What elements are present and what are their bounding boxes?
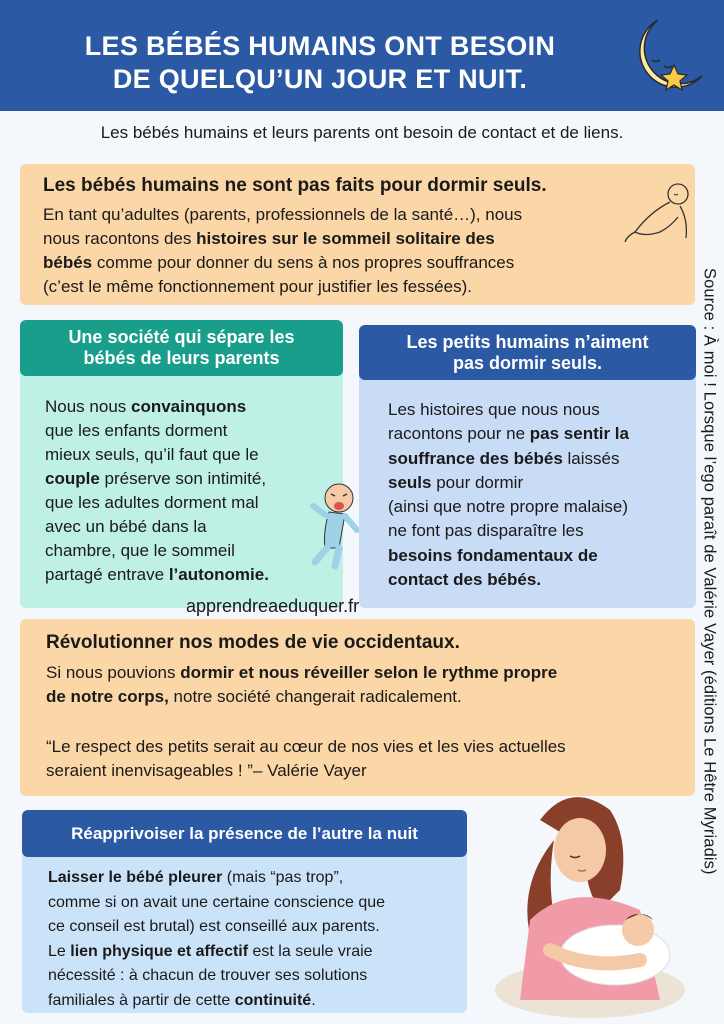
text-line — [48, 866, 458, 891]
bold-text: souffrance des bébés — [388, 448, 563, 468]
bold-text: pas sentir la — [529, 424, 629, 444]
text-span: est la seule vraie — [248, 942, 373, 960]
card-sleep-alone-title: Les bébés humains ne sont pas faits pour dormir seuls. — [43, 175, 547, 196]
bold-text: de notre corps, — [46, 687, 169, 706]
text-span: Le — [48, 942, 71, 960]
banner-line: pas dormir seuls. — [452, 352, 603, 373]
quote-line: “Le respect des petits serait au cœur de nos vies et les vies actuelles — [46, 737, 566, 756]
source-text: Source : À moi ! Lorsque l’ego paraît de Valérie Vayer (éditions Le Hêtre Myriadis) — [700, 268, 719, 875]
title-line-1: LES BÉBÉS HUMAINS ONT BESOIN — [84, 31, 556, 61]
bold-text: convainquons — [131, 397, 247, 416]
card-revolution — [20, 619, 695, 796]
text-line — [388, 544, 693, 568]
bold-text: lien physique et affectif — [70, 942, 249, 960]
text-line — [46, 685, 686, 709]
text-line — [388, 471, 693, 495]
card-society-text — [45, 395, 335, 587]
text-line: ce conseil est brutal) est conseillé aux parents. — [48, 918, 380, 935]
moon-star-icon — [618, 16, 706, 96]
text-line — [45, 563, 335, 587]
banner-line: Une société qui sépare les — [68, 327, 295, 347]
text-line: Les histoires que nous nous — [388, 400, 600, 419]
bold-text: l’autonomie. — [168, 565, 269, 584]
text-span: racontons pour ne — [388, 424, 530, 444]
text-span: préserve son intimité, — [99, 469, 267, 488]
bold-text: histoires sur le sommeil solitaire des — [196, 229, 495, 248]
banner-line: bébés de leurs parents — [83, 348, 280, 368]
text-line: avec un bébé dans la — [45, 517, 207, 536]
text-span: . — [311, 991, 316, 1009]
text-line — [46, 661, 686, 685]
text-line — [48, 989, 458, 1014]
bold-text: continuité — [234, 991, 312, 1009]
website-url: apprendreaeduquer.fr — [186, 596, 360, 616]
crying-baby-icon — [305, 480, 365, 570]
card-sleep-alone-text — [43, 203, 643, 299]
text-line: (ainsi que notre propre malaise) — [388, 497, 629, 517]
text-span: pour dormir — [431, 472, 524, 492]
text-line: que les enfants dorment — [45, 421, 228, 440]
card-night-presence-text — [48, 866, 458, 1013]
text-span: Si nous pouvions — [46, 663, 181, 682]
card-little-humans-text — [388, 398, 693, 592]
header-banner — [0, 0, 724, 111]
bold-text: Laisser le bébé pleurer — [48, 869, 223, 886]
text-line: nécessité : à chacun de trouver ses solutions — [48, 967, 368, 984]
card-revolution-text — [46, 661, 686, 709]
bold-text: seuls — [388, 472, 432, 492]
bold-text: bébés — [43, 253, 93, 272]
text-span: (mais “pas trop”, — [222, 869, 344, 886]
text-line: ne font pas disparaître les — [388, 521, 584, 541]
text-line: mieux seuls, qu’il faut que le — [45, 445, 259, 464]
text-line: que les adultes dorment mal — [45, 493, 259, 512]
text-line — [388, 422, 693, 446]
text-span: notre société changerait radicalement. — [168, 687, 462, 706]
text-line — [388, 447, 693, 471]
text-span: comme pour donner du sens à nos propres souffrances — [92, 253, 515, 272]
source-sidebar — [698, 268, 720, 1018]
subtitle: Les bébés humains et leurs parents ont besoin de contact et de liens. — [100, 123, 624, 142]
banner-line: Les petits humains n’aiment — [406, 331, 649, 352]
text-line — [45, 395, 335, 419]
text-line: chambre, que le sommeil — [45, 541, 235, 560]
text-span: familiales à partir de cette — [48, 991, 235, 1009]
bold-text: contact des bébés. — [388, 570, 542, 590]
text-line: En tant qu’adultes (parents, professionnels de la santé…), nous — [43, 205, 523, 224]
bold-text: dormir et nous réveiller selon le rythme propre — [180, 663, 558, 682]
bold-text: couple — [45, 469, 100, 488]
text-line — [43, 251, 643, 275]
text-span: partagé entrave — [45, 565, 169, 584]
text-line — [43, 227, 643, 251]
card-revolution-title: Révolutionner nos modes de vie occidentaux. — [46, 632, 460, 653]
text-line — [45, 467, 335, 491]
card-society-banner — [20, 320, 343, 376]
text-span: Nous nous — [45, 397, 131, 416]
bold-text: besoins fondamentaux de — [388, 545, 598, 565]
card-night-presence-banner: Réapprivoiser la présence de l’autre la nuit — [22, 810, 467, 857]
text-line: comme si on avait une certaine conscience que — [48, 893, 386, 911]
text-span: laissés — [562, 448, 620, 468]
text-line — [48, 940, 458, 965]
card-revolution-quote — [46, 735, 691, 783]
quote-line: seraient inenvisageables ! ”– Valérie Vayer — [46, 761, 367, 780]
card-sleep-alone — [20, 164, 695, 305]
card-little-humans-banner — [359, 325, 696, 380]
mother-holding-baby-illustration — [470, 780, 690, 1020]
title-line-2: DE QUELQU’UN JOUR ET NUIT. — [112, 64, 528, 94]
text-line: (c’est le même fonctionnement pour justifier les fessées). — [43, 277, 472, 296]
text-line — [388, 568, 693, 592]
sleeping-baby-sketch-icon — [620, 174, 700, 254]
text-span: nous racontons des — [43, 229, 197, 248]
page-title — [20, 30, 620, 96]
